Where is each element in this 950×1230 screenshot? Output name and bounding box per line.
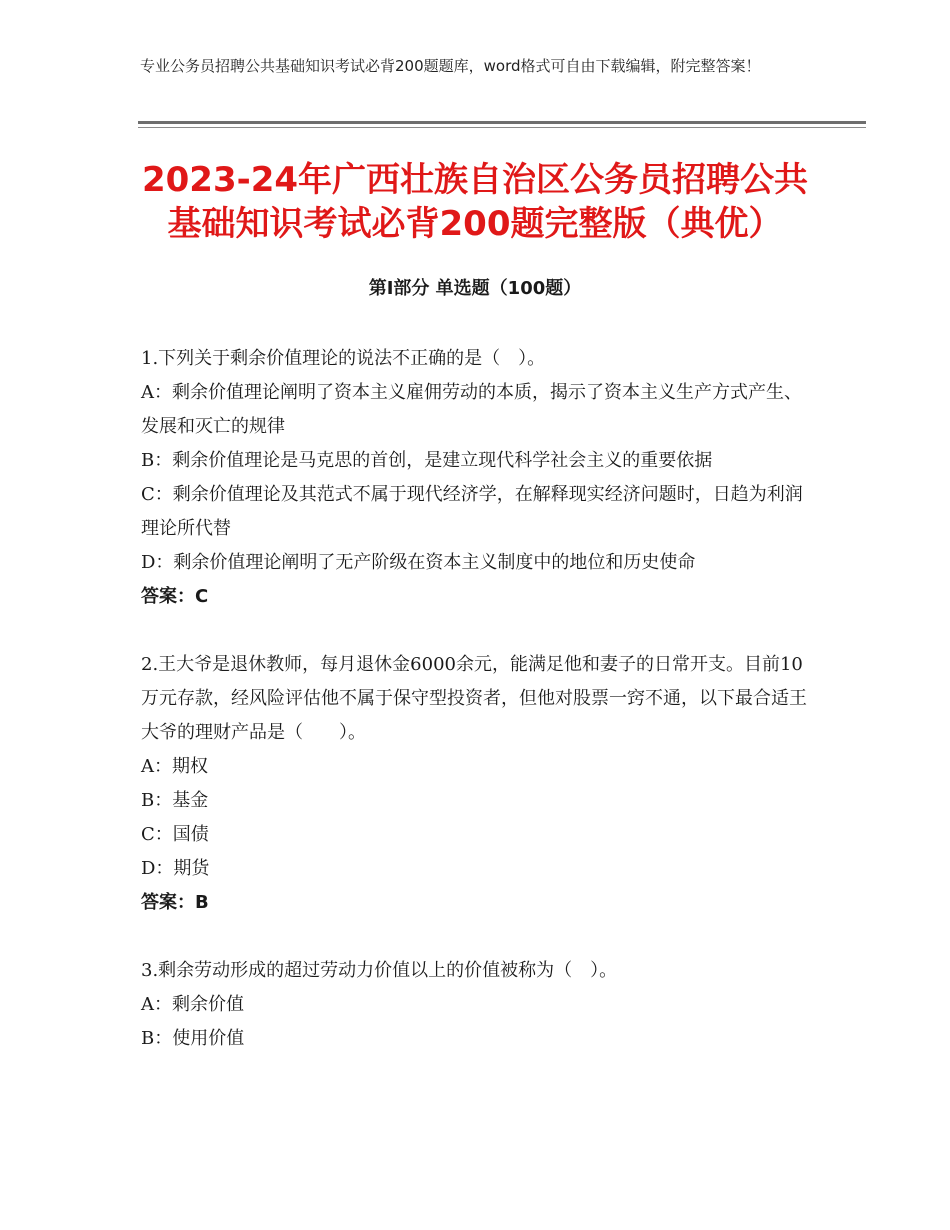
option-d: D：期货	[141, 858, 210, 879]
option-a: A：剩余价值	[141, 994, 244, 1015]
question-3	[141, 954, 811, 1056]
title-line-1: 2023-24年广西壮族自治区公务员招聘公共	[141, 160, 809, 200]
section-heading: 第Ⅰ部分 单选题（100题）	[368, 278, 582, 299]
header-divider-thick	[138, 121, 866, 124]
header-note: 专业公务员招聘公共基础知识考试必背200题题库，word格式可自由下载编辑，附完整答案！	[140, 57, 761, 75]
option-b: B：使用价值	[141, 1028, 245, 1049]
option-a: A：期权	[141, 756, 208, 777]
question-2	[141, 648, 811, 920]
question-stem: 2.王大爷是退休教师，每月退休金6000余元，能满足他和妻子的日常开支。目前10万元存款，经风险评估他不属于保守型投资者，但他对股票一窍不通，以下最合适王大爷的理财产品是（ ）。	[141, 654, 807, 743]
document-title	[100, 158, 850, 246]
answer: 答案：C	[141, 586, 209, 607]
option-b: B：剩余价值理论是马克思的首创，是建立现代科学社会主义的重要依据	[141, 450, 713, 471]
option-c: C：国债	[141, 824, 209, 845]
option-d: D：剩余价值理论阐明了无产阶级在资本主义制度中的地位和历史使命	[141, 552, 696, 573]
option-b: B：基金	[141, 790, 209, 811]
header-divider-thin	[138, 127, 866, 128]
option-a: A：剩余价值理论阐明了资本主义雇佣劳动的本质，揭示了资本主义生产方式产生、发展和灭亡的规律	[141, 382, 802, 437]
question-stem: 3.剩余劳动形成的超过劳动力价值以上的价值被称为（ ）。	[141, 960, 618, 981]
question-list	[141, 342, 811, 1090]
option-c: C：剩余价值理论及其范式不属于现代经济学，在解释现实经济问题时，日趋为利润理论所代替	[141, 484, 803, 539]
title-line-2: 基础知识考试必背200题完整版（典优）	[167, 204, 783, 244]
question-stem: 1.下列关于剩余价值理论的说法不正确的是（ ）。	[141, 348, 546, 369]
question-1	[141, 342, 811, 614]
answer: 答案：B	[141, 892, 209, 913]
